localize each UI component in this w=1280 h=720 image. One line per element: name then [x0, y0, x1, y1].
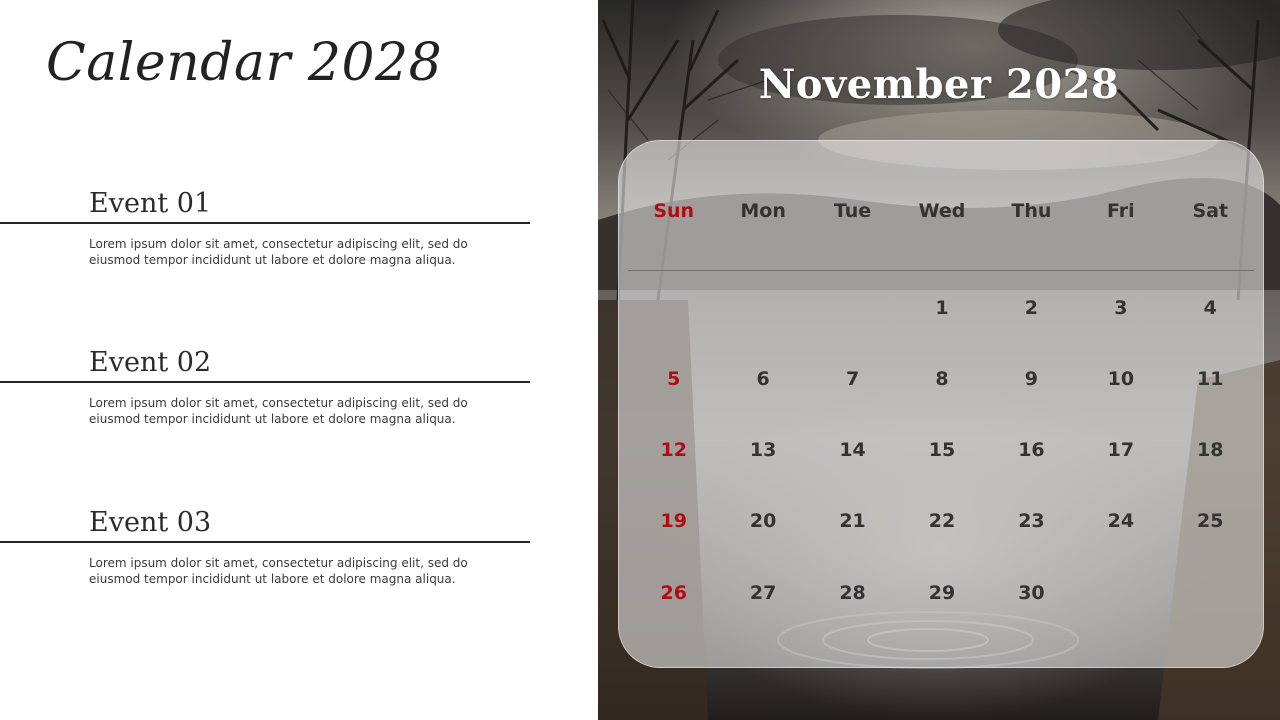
event-description: Lorem ipsum dolor sit amet, consectetur adipiscing elit, sed do eiusmod tempor incididunt ut labore et dolore magna aliqua.	[89, 396, 468, 426]
day-cell	[1076, 573, 1165, 613]
week-row-3	[629, 430, 1255, 470]
day-cell: 7	[845, 368, 860, 390]
day-cell: 19	[660, 510, 687, 532]
day-cell: 3	[1114, 297, 1128, 319]
event-title: Event 03	[89, 507, 212, 538]
day-cell: 15	[928, 439, 956, 461]
week-row-1	[629, 288, 1255, 328]
day-cell: 4	[1203, 297, 1217, 319]
day-cell: 1	[935, 297, 949, 319]
week-row-5	[629, 573, 1255, 613]
event-divider	[0, 541, 530, 543]
day-cell: 5	[667, 368, 681, 390]
month-title: November 2028	[758, 61, 1120, 108]
event-title: Event 02	[89, 347, 212, 378]
event-divider	[0, 381, 530, 383]
day-cell: 26	[660, 582, 687, 604]
day-cell: 25	[1197, 510, 1224, 532]
day-cell	[808, 288, 897, 328]
day-cell: 13	[749, 439, 777, 461]
day-cell	[629, 288, 718, 328]
day-cell: 14	[839, 439, 866, 461]
weekday-header-row	[629, 191, 1255, 231]
day-cell: 27	[749, 582, 777, 604]
weekday-label-tue: Tue	[833, 200, 872, 222]
day-cell: 24	[1107, 510, 1135, 532]
left-panel	[0, 0, 598, 720]
day-cell: 22	[928, 510, 956, 532]
day-cell: 21	[839, 510, 866, 532]
photo-panel	[598, 0, 1280, 720]
calendar-card	[618, 140, 1264, 668]
day-cell: 16	[1018, 439, 1045, 461]
weekday-label-mon: Mon	[740, 200, 786, 222]
event-description: Lorem ipsum dolor sit amet, consectetur adipiscing elit, sed do eiusmod tempor incididunt ut labore et dolore magna aliqua.	[89, 556, 468, 586]
day-cell: 12	[660, 439, 687, 461]
day-cell	[718, 288, 807, 328]
day-cell	[1166, 573, 1255, 613]
week-row-4	[629, 501, 1255, 541]
event-divider	[0, 222, 530, 224]
day-cell: 28	[839, 582, 866, 604]
day-cell: 6	[756, 368, 770, 390]
day-cell: 10	[1107, 368, 1135, 390]
calendar-header-divider	[628, 270, 1254, 271]
event-description: Lorem ipsum dolor sit amet, consectetur adipiscing elit, sed do eiusmod tempor incididunt ut labore et dolore magna aliqua.	[89, 237, 468, 267]
weekday-label-fri: Fri	[1107, 200, 1135, 222]
weekday-label-sat: Sat	[1192, 200, 1229, 222]
week-row-2	[629, 359, 1255, 399]
day-cell: 20	[749, 510, 777, 532]
day-cell: 18	[1197, 439, 1224, 461]
day-cell: 11	[1197, 368, 1224, 390]
event-title: Event 01	[89, 188, 212, 219]
weekday-label-sun: Sun	[653, 200, 695, 222]
day-cell: 23	[1018, 510, 1045, 532]
day-cell: 9	[1024, 368, 1039, 390]
day-cell: 17	[1107, 439, 1135, 461]
page-title: Calendar 2028	[46, 33, 443, 93]
day-cell: 29	[928, 582, 956, 604]
day-cell: 2	[1024, 297, 1039, 319]
day-cell: 30	[1018, 582, 1045, 604]
weekday-label-wed: Wed	[918, 200, 966, 222]
weekday-label-thu: Thu	[1011, 200, 1052, 222]
day-cell: 8	[935, 368, 949, 390]
